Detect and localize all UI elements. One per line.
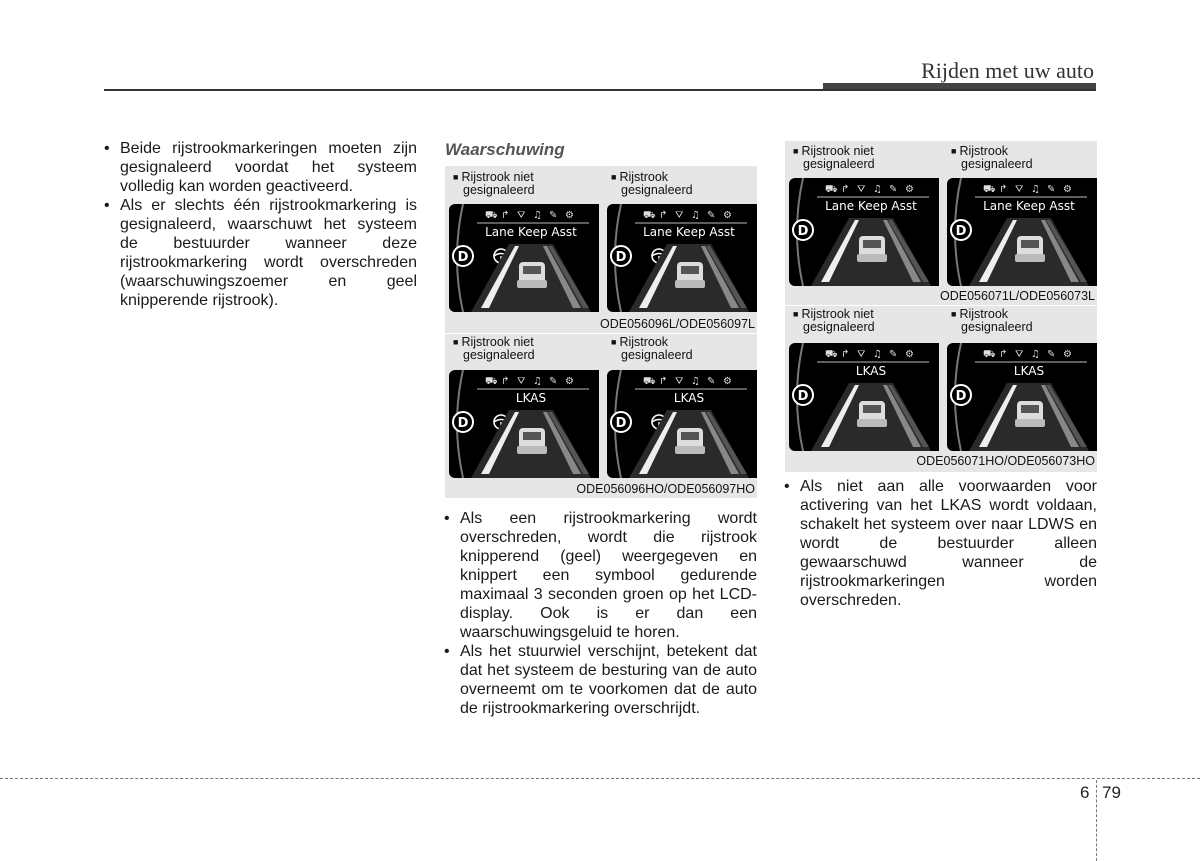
cluster-display [449, 204, 599, 312]
car-bumper [1015, 419, 1045, 427]
status-icon: ↱ [999, 349, 1008, 360]
status-icon: ⛛ [675, 376, 684, 387]
figure-panel [947, 308, 1097, 468]
car-bumper [857, 254, 887, 262]
panel-label: ■ Rijstrook niet gesignaleerd [453, 170, 535, 197]
drive-mode-letter: D [457, 416, 469, 431]
car-icon [857, 401, 887, 427]
status-icon: ↱ [659, 376, 668, 387]
status-icon: ⛟ [825, 184, 838, 195]
status-icon: ♫ [533, 376, 542, 387]
status-icon: ↱ [841, 349, 850, 360]
car-bumper [675, 446, 705, 454]
car-windshield [863, 240, 881, 248]
status-icon: ⛟ [643, 210, 656, 221]
page-header-title: Rijden met uw auto [921, 58, 1094, 83]
drive-mode-letter: D [955, 224, 967, 239]
footer-vertical-line [1096, 780, 1097, 861]
panel-label: ■ Rijstrook gesignaleerd [611, 335, 693, 362]
status-icon: ↱ [501, 376, 510, 387]
car-windshield [681, 432, 699, 440]
figure-panel [947, 145, 1097, 305]
drive-mode-letter: D [955, 389, 967, 404]
screen-title: Lane Keep Asst [643, 225, 735, 239]
figure-code: ODE056071L/ODE056073L [940, 289, 1095, 303]
left-column-text [104, 139, 417, 310]
drive-mode-letter: D [797, 389, 809, 404]
cluster-screen [789, 343, 939, 451]
cluster-display [947, 178, 1097, 286]
status-icon: ⛛ [517, 210, 526, 221]
drive-mode-letter: D [797, 224, 809, 239]
car-windshield [1021, 405, 1039, 413]
cluster-screen [607, 370, 757, 478]
chapter-number: 6 [1080, 783, 1090, 802]
cluster-screen [449, 204, 599, 312]
middle-column-text [444, 509, 757, 718]
car-windshield [523, 432, 541, 440]
footer-dashed-line [0, 778, 1200, 779]
panel-label: ■ Rijstrook niet gesignaleerd [793, 307, 875, 334]
status-icon: ⛟ [643, 376, 656, 387]
status-icon: ✎ [889, 349, 898, 360]
screen-title: Lane Keep Asst [485, 225, 577, 239]
cluster-screen [789, 178, 939, 286]
figure-lkas-right [785, 305, 1097, 472]
right-column-text [784, 477, 1097, 610]
cluster-display [607, 370, 757, 478]
screen-title: LKAS [1013, 364, 1045, 378]
status-icon: ⚙ [723, 210, 732, 221]
bullet-item: • Als het stuurwiel verschijnt, betekent dat dat het systeem de besturing van de auto overneemt om te voorkomen dat de auto de rijstrookmarkering overschrijdt. [444, 642, 757, 718]
car-windshield [863, 405, 881, 413]
screen-title: Lane Keep Asst [983, 199, 1075, 213]
figure-code: ODE056096L/ODE056097L [600, 317, 755, 331]
drive-mode-letter: D [615, 250, 627, 265]
status-icon: ✎ [549, 210, 558, 221]
status-icon: ⚙ [1063, 349, 1072, 360]
status-icon: ⚙ [565, 376, 574, 387]
status-icon: ⛛ [517, 376, 526, 387]
status-icon: ⛟ [485, 210, 498, 221]
car-icon [517, 428, 547, 454]
status-icon: ⚙ [565, 210, 574, 221]
bullet-item: • Beide rijstrookmarkeringen moeten zijn gesignaleerd voordat het systeem volledig kan worden geactiveerd. [104, 139, 417, 196]
car-icon [1015, 236, 1045, 262]
status-icon: ⛛ [675, 210, 684, 221]
status-icon: ♫ [873, 184, 882, 195]
header-rule [104, 89, 1096, 91]
car-icon [675, 428, 705, 454]
screen-title: LKAS [855, 364, 887, 378]
figure-panel [449, 336, 599, 496]
car-windshield [681, 266, 699, 274]
panel-label: ■ Rijstrook niet gesignaleerd [793, 144, 875, 171]
status-icon: ⛟ [983, 184, 996, 195]
cluster-display [607, 204, 757, 312]
cluster-display [789, 343, 939, 451]
status-icon: ✎ [889, 184, 898, 195]
figure-panel [789, 145, 939, 305]
status-icon: ✎ [707, 376, 716, 387]
status-icon: ♫ [533, 210, 542, 221]
figure-lkas-mid [445, 333, 757, 498]
car-icon [1015, 401, 1045, 427]
status-icon: ⚙ [905, 184, 914, 195]
car-bumper [675, 280, 705, 288]
status-icon: ✎ [1047, 184, 1056, 195]
panel-label: ■ Rijstrook gesignaleerd [951, 144, 1033, 171]
status-icon: ✎ [707, 210, 716, 221]
status-icon: ⚙ [723, 376, 732, 387]
status-icon: ♫ [873, 349, 882, 360]
screen-title: Lane Keep Asst [825, 199, 917, 213]
screen-title: LKAS [515, 391, 547, 405]
status-icon: ♫ [1031, 349, 1040, 360]
status-icon: ⚙ [905, 349, 914, 360]
cluster-display [449, 370, 599, 478]
bullet-item: • Als een rijstrookmarkering wordt overschreden, wordt die rijstrook knipperend (geel) weergegeven en knippert een symbool gedurende maximaal 3 seconden groen op het LCD-display. Ook is er dan een waarschuwingsgeluid te horen. [444, 509, 757, 642]
panel-label: ■ Rijstrook niet gesignaleerd [453, 335, 535, 362]
status-icon: ✎ [549, 376, 558, 387]
cluster-screen [607, 204, 757, 312]
bullet-item: • Als niet aan alle voorwaarden voor activering van het LKAS wordt voldaan, schakelt het systeem over naar LDWS en wordt de bestuurder alleen gewaarschuwd wanneer de rijstrookmarkeringen worden overschreden. [784, 477, 1097, 610]
car-windshield [1021, 240, 1039, 248]
status-icon: ♫ [691, 376, 700, 387]
status-icon: ⛛ [857, 184, 866, 195]
page-number: 79 [1102, 783, 1121, 802]
status-icon: ♫ [691, 210, 700, 221]
status-icon: ♫ [1031, 184, 1040, 195]
car-windshield [523, 266, 541, 274]
car-icon [857, 236, 887, 262]
panel-label: ■ Rijstrook gesignaleerd [611, 170, 693, 197]
figure-panel [607, 336, 757, 496]
status-icon: ⛛ [1015, 184, 1024, 195]
cluster-screen [449, 370, 599, 478]
car-bumper [517, 446, 547, 454]
figure-code: ODE056096HO/ODE056097HO [576, 482, 755, 496]
car-bumper [1015, 254, 1045, 262]
figure-lane-keep-asst-right [785, 141, 1097, 305]
drive-mode-letter: D [457, 250, 469, 265]
screen-title: LKAS [673, 391, 705, 405]
car-icon [517, 262, 547, 288]
bullet-item: • Als er slechts één rijstrookmarkering is gesignaleerd, waarschuwt het systeem de bestuurder wanneer deze rijstrookmarkering wordt overschreden (waarschuwingszoemer en geel knipperende rijstrook). [104, 196, 417, 310]
car-bumper [517, 280, 547, 288]
figure-panel [449, 171, 599, 331]
status-icon: ⚙ [1063, 184, 1072, 195]
drive-mode-letter: D [615, 416, 627, 431]
cluster-display [789, 178, 939, 286]
car-bumper [857, 419, 887, 427]
status-icon: ⛛ [857, 349, 866, 360]
figure-lane-keep-asst-mid [445, 166, 757, 333]
status-icon: ⛟ [485, 376, 498, 387]
warning-title: Waarschuwing [445, 140, 565, 159]
status-icon: ↱ [659, 210, 668, 221]
figure-panel [607, 171, 757, 331]
status-icon: ↱ [841, 184, 850, 195]
cluster-display [947, 343, 1097, 451]
status-icon: ⛟ [825, 349, 838, 360]
cluster-screen [947, 343, 1097, 451]
figure-code: ODE056071HO/ODE056073HO [916, 454, 1095, 468]
status-icon: ✎ [1047, 349, 1056, 360]
status-icon: ⛛ [1015, 349, 1024, 360]
panel-label: ■ Rijstrook gesignaleerd [951, 307, 1033, 334]
status-icon: ↱ [999, 184, 1008, 195]
car-icon [675, 262, 705, 288]
status-icon: ⛟ [983, 349, 996, 360]
figure-panel [789, 308, 939, 468]
status-icon: ↱ [501, 210, 510, 221]
cluster-screen [947, 178, 1097, 286]
